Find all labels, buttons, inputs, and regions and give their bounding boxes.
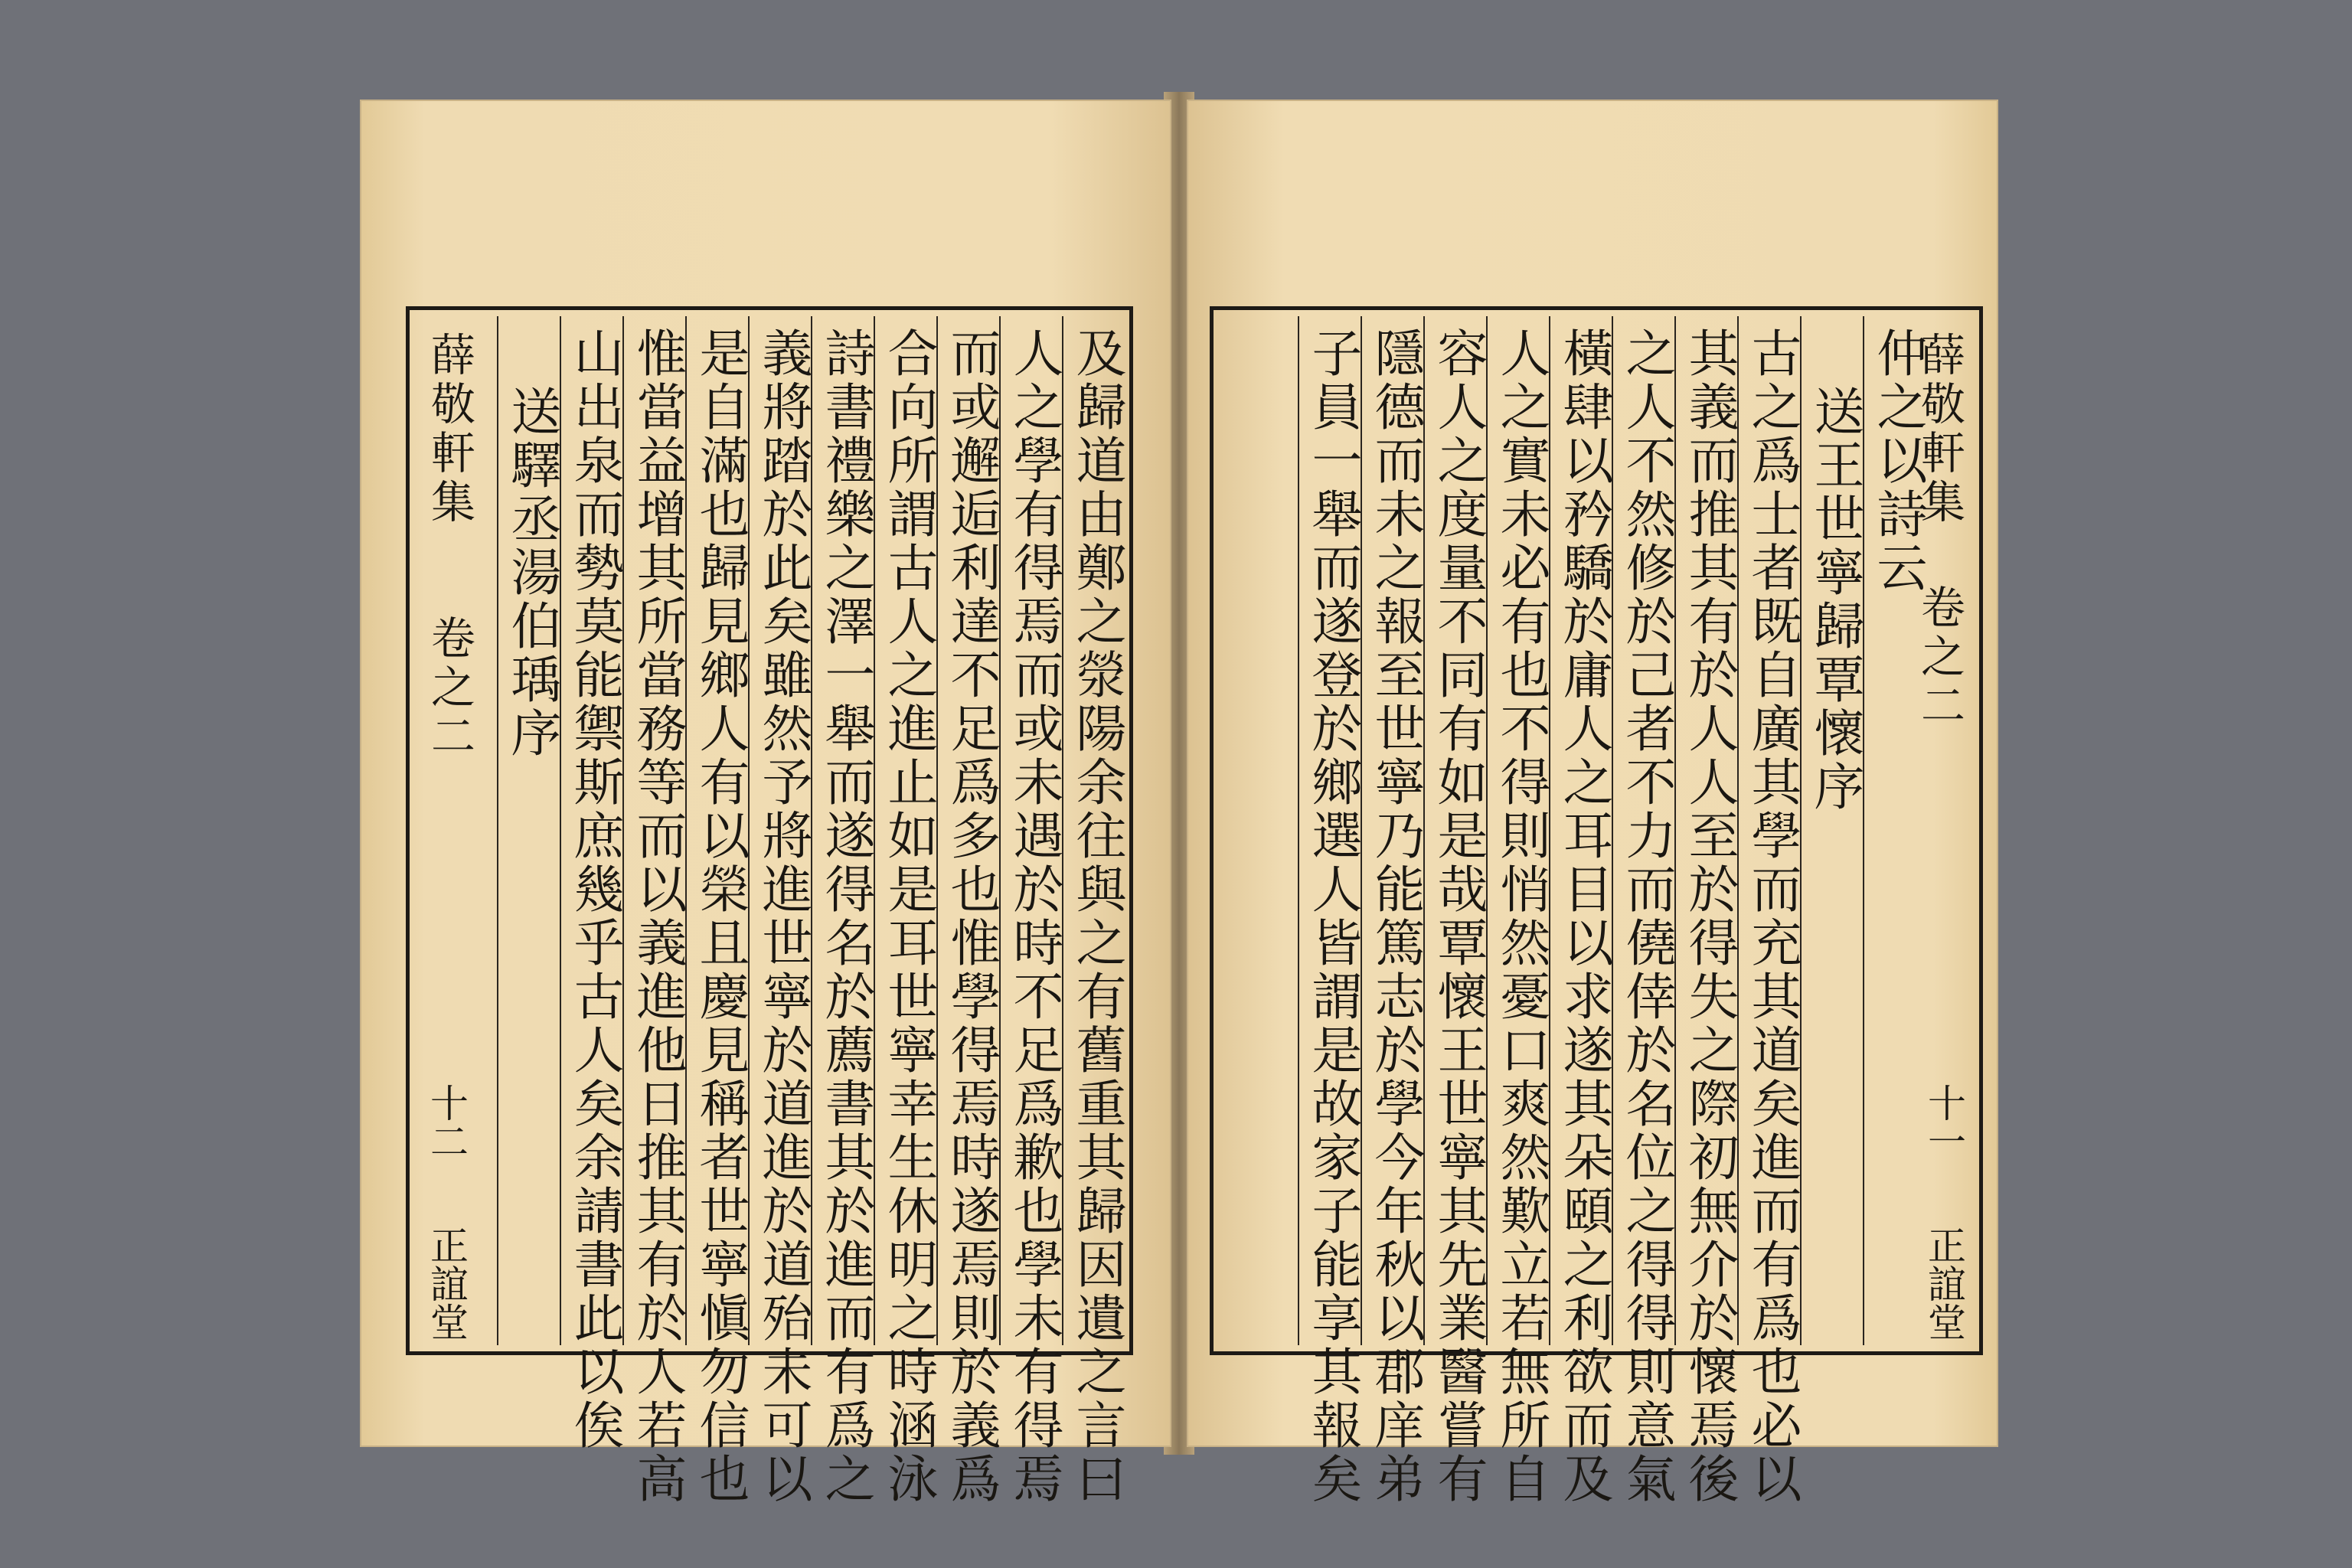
left-publisher: 正誼堂 [424,1226,469,1341]
right-column-1: 仲之以詩云 [1863,316,1922,1345]
right-column-10: 子員一舉而遂登於鄉選人皆謂是故家子能享其報矣 [1298,316,1357,1345]
left-column-1: 及歸道由鄭之滎陽余往與之有舊重其歸因遺之言曰 [1062,316,1122,1345]
right-column-3: 古之爲士者既自廣其學而充其道矣進而有爲也必以 [1737,316,1797,1345]
left-banxin-juan: 卷之二 [423,615,475,762]
right-page [1187,100,1998,1506]
left-column-6: 義將踏於此矣雖然予將進世寧於道進於道殆未可以 [748,316,808,1345]
right-column-5: 之人不然修於己者不力而僥倖於名位之得得則意氣 [1612,316,1671,1345]
left-banxin [423,316,482,1345]
left-column-2: 人之學有得焉而或未遇於時不足爲歉也學未有得焉 [999,316,1059,1345]
right-column-7: 人之實未必有也不得則悄然憂口爽然歎立若無所自 [1486,316,1546,1345]
left-column-3: 而或邂逅利達不足爲多也惟學得焉時遂焉則於義爲 [936,316,996,1345]
right-banxin-title: 薛敬軒集 [1913,332,1965,528]
left-banxin-title: 薛敬軒集 [423,332,475,528]
right-banxin [1913,316,1971,1345]
open-book [360,84,1998,1506]
right-publisher: 正誼堂 [1922,1226,1966,1341]
right-column-title: 送王世寧歸覃懷序 [1800,316,1860,1345]
right-column-6: 橫肆以矜驕於庸人之耳目以求遂其朵頤之利欲而及 [1549,316,1609,1345]
right-leaf-number: 十一 [1922,1083,1966,1160]
left-column-9: 山出泉而勢莫能禦斯庶幾乎古人矣余請書此以俟 [560,316,619,1345]
right-column-9: 隱德而未之報至世寧乃能篤志於學今年秋以郡庠弟 [1361,316,1420,1345]
right-banxin-juan: 卷之二 [1913,584,1965,731]
left-column-8: 惟當益增其所當務等而以義進他日推其有於人若高 [622,316,682,1345]
left-column-title: 送驛丞湯伯瑀序 [497,316,557,1345]
right-text-frame [1210,306,1983,1506]
left-page [360,100,1171,1506]
left-column-4: 合向所謂古人之進止如是耳世寧幸生休明之時涵泳 [874,316,933,1345]
left-leaf-number: 十二 [424,1083,469,1160]
right-column-8: 容人之度量不同有如是哉覃懷王世寧其先業醫嘗有 [1423,316,1483,1345]
left-column-7: 是自滿也歸見鄉人有以榮且慶見稱者世寧愼勿信也 [685,316,745,1345]
left-text-frame [406,306,1133,1506]
left-column-5: 詩書禮樂之澤一舉而遂得名於薦書其於進而有爲之 [811,316,871,1345]
right-column-4: 其義而推其有於人人至於得失之際初無介於懷焉後 [1674,316,1734,1345]
